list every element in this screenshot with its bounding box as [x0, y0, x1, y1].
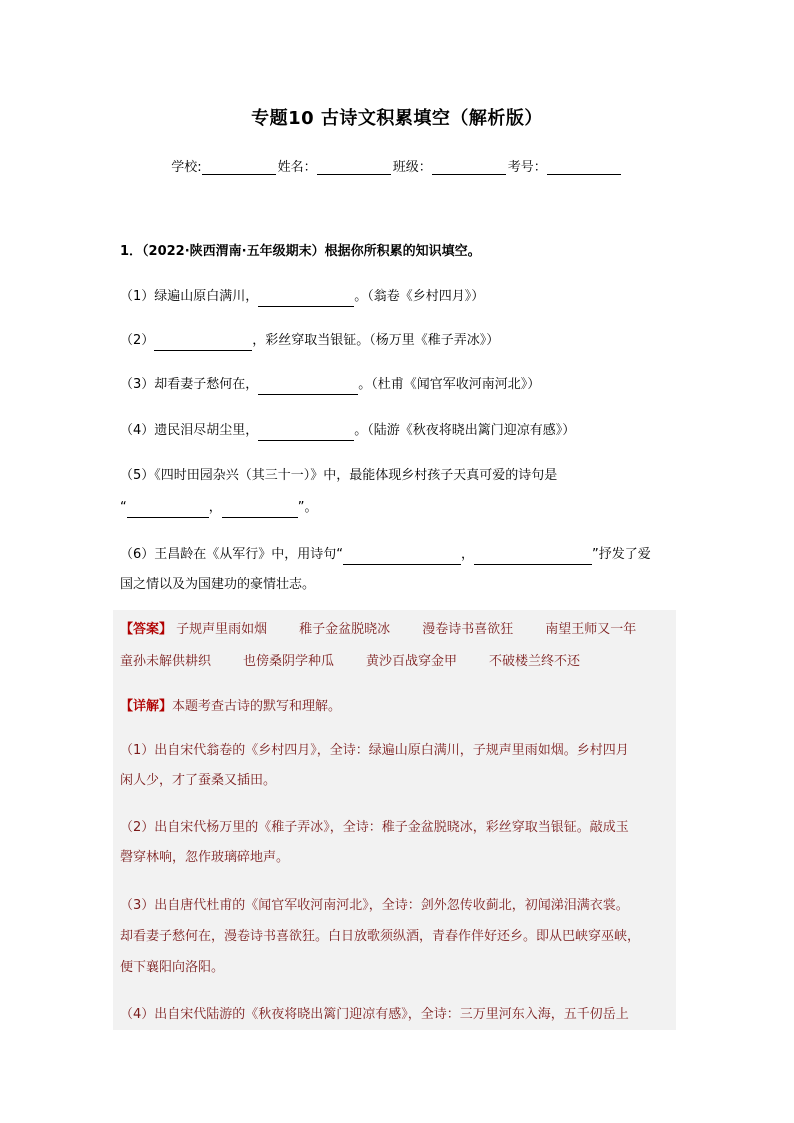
item-5-open-quote: “ [120, 500, 127, 515]
question-item-3 [120, 375, 680, 395]
answer-row-2 [120, 652, 612, 672]
item-6-blank-2[interactable] [474, 550, 592, 565]
item-4-suffix: 。（陆游《秋夜将晓出篱门迎凉有感》） [354, 423, 576, 438]
detail-tag: 【详解】 [120, 699, 173, 714]
item-1-suffix: 。（翁卷《乡村四月》） [354, 289, 485, 304]
item-5-blank-2[interactable] [222, 503, 298, 518]
student-info-line [0, 156, 794, 175]
detail-line: 却看妻子愁何在，漫卷诗书喜欲狂。白日放歌须纵酒，青春作伴好还乡。即从巴峡穿巫峡， [120, 929, 641, 944]
detail-intro [120, 697, 680, 717]
question-number: 1． [120, 244, 143, 259]
item-2-blank[interactable] [154, 336, 252, 351]
school-label: 学校: [171, 160, 202, 175]
detail-line: （4）出自宋代陆游的《秋夜将晓出篱门迎凉有感》，全诗：三万里河东入海，五千仞岳上 [120, 1007, 629, 1022]
question-item-4 [120, 421, 680, 441]
exam-no-blank[interactable] [547, 160, 621, 175]
class-label: 班级： [392, 160, 432, 175]
class-blank[interactable] [432, 160, 506, 175]
answer-item: 子规声里雨如烟 [176, 622, 268, 637]
question-stem [120, 242, 680, 262]
detail-line: （1）出自宋代翁卷的《乡村四月》，全诗：绿遍山原白满川，子规声里雨如烟。乡村四月 [120, 743, 629, 758]
item-5-text: （5）《四时田园杂兴（其三十一）》中，最能体现乡村孩子天真可爱的诗句是 [120, 468, 558, 483]
item-3-suffix: 。（杜甫《闻官军收河南河北》） [358, 377, 541, 392]
answer-row-1 [120, 620, 668, 640]
answer-item: 稚子金盆脱晓冰 [299, 622, 391, 637]
item-4-blank[interactable] [258, 426, 354, 441]
question-item-2 [120, 331, 680, 351]
item-5-comma: ， [208, 500, 222, 515]
detail-line: 闲人少，才了蚕桑又插田。 [120, 773, 277, 788]
answer-item: 漫卷诗书喜欲狂 [422, 622, 514, 637]
detail-line: 磬穿林响，忽作玻璃碎地声。 [120, 850, 290, 865]
question-item-6-line-1 [120, 545, 680, 565]
exam-no-label: 考号： [507, 160, 547, 175]
name-label: 姓名： [277, 160, 317, 175]
question-item-5-line-1 [120, 466, 680, 486]
name-blank[interactable] [317, 160, 391, 175]
answer-item: 也傍桑阴学种瓜 [243, 654, 335, 669]
answer-item: 不破楼兰终不还 [489, 654, 581, 669]
question-item-5-line-2 [120, 498, 680, 518]
detail-line: （3）出自唐代杜甫的《闻官军收河南河北》，全诗：剑外忽传收蓟北，初闻涕泪满衣裳。 [120, 898, 629, 913]
school-blank[interactable] [202, 160, 276, 175]
item-6-blank-1[interactable] [343, 550, 461, 565]
item-1-prefix: （1）绿遍山原白满川， [120, 289, 259, 304]
item-6-suffix: ”抒发了爱 [592, 547, 651, 562]
answer-tag: 【答案】 [120, 622, 173, 637]
item-6-line-2-text: 国之情以及为国建功的豪情壮志。 [120, 577, 316, 592]
answer-item: 童孙未解供耕织 [120, 654, 212, 669]
detail-intro-text: 本题考查古诗的默写和理解。 [172, 699, 342, 714]
item-5-close-quote: ”。 [297, 500, 318, 515]
item-4-prefix: （4）遗民泪尽胡尘里， [120, 423, 259, 438]
item-1-blank[interactable] [258, 292, 354, 307]
item-2-suffix: ，彩丝穿取当银钲。（杨万里《稚子弄冰》） [252, 333, 500, 348]
item-5-blank-1[interactable] [127, 503, 209, 518]
answer-item: 南望王师又一年 [545, 622, 637, 637]
question-source: （2022·陕西渭南·五年级期末）根据你所积累的知识填空。 [142, 244, 481, 259]
item-3-blank[interactable] [258, 380, 358, 395]
item-3-prefix: （3）却看妻子愁何在， [120, 377, 259, 392]
item-6-prefix: （6）王昌龄在《从军行》中，用诗句“ [120, 547, 344, 562]
answer-item: 黄沙百战穿金甲 [366, 654, 458, 669]
question-item-1 [120, 287, 680, 307]
page-title: 专题10 古诗文积累填空（解析版） [251, 108, 543, 129]
item-2-prefix: （2） [120, 333, 155, 348]
question-item-6-line-2 [120, 575, 680, 595]
detail-line: （2）出自宋代杨万里的《稚子弄冰》，全诗：稚子金盆脱晓冰，彩丝穿取当银钲。敲成玉 [120, 820, 629, 835]
detail-line: 便下襄阳向洛阳。 [120, 960, 225, 975]
item-6-comma: ， [461, 547, 475, 562]
